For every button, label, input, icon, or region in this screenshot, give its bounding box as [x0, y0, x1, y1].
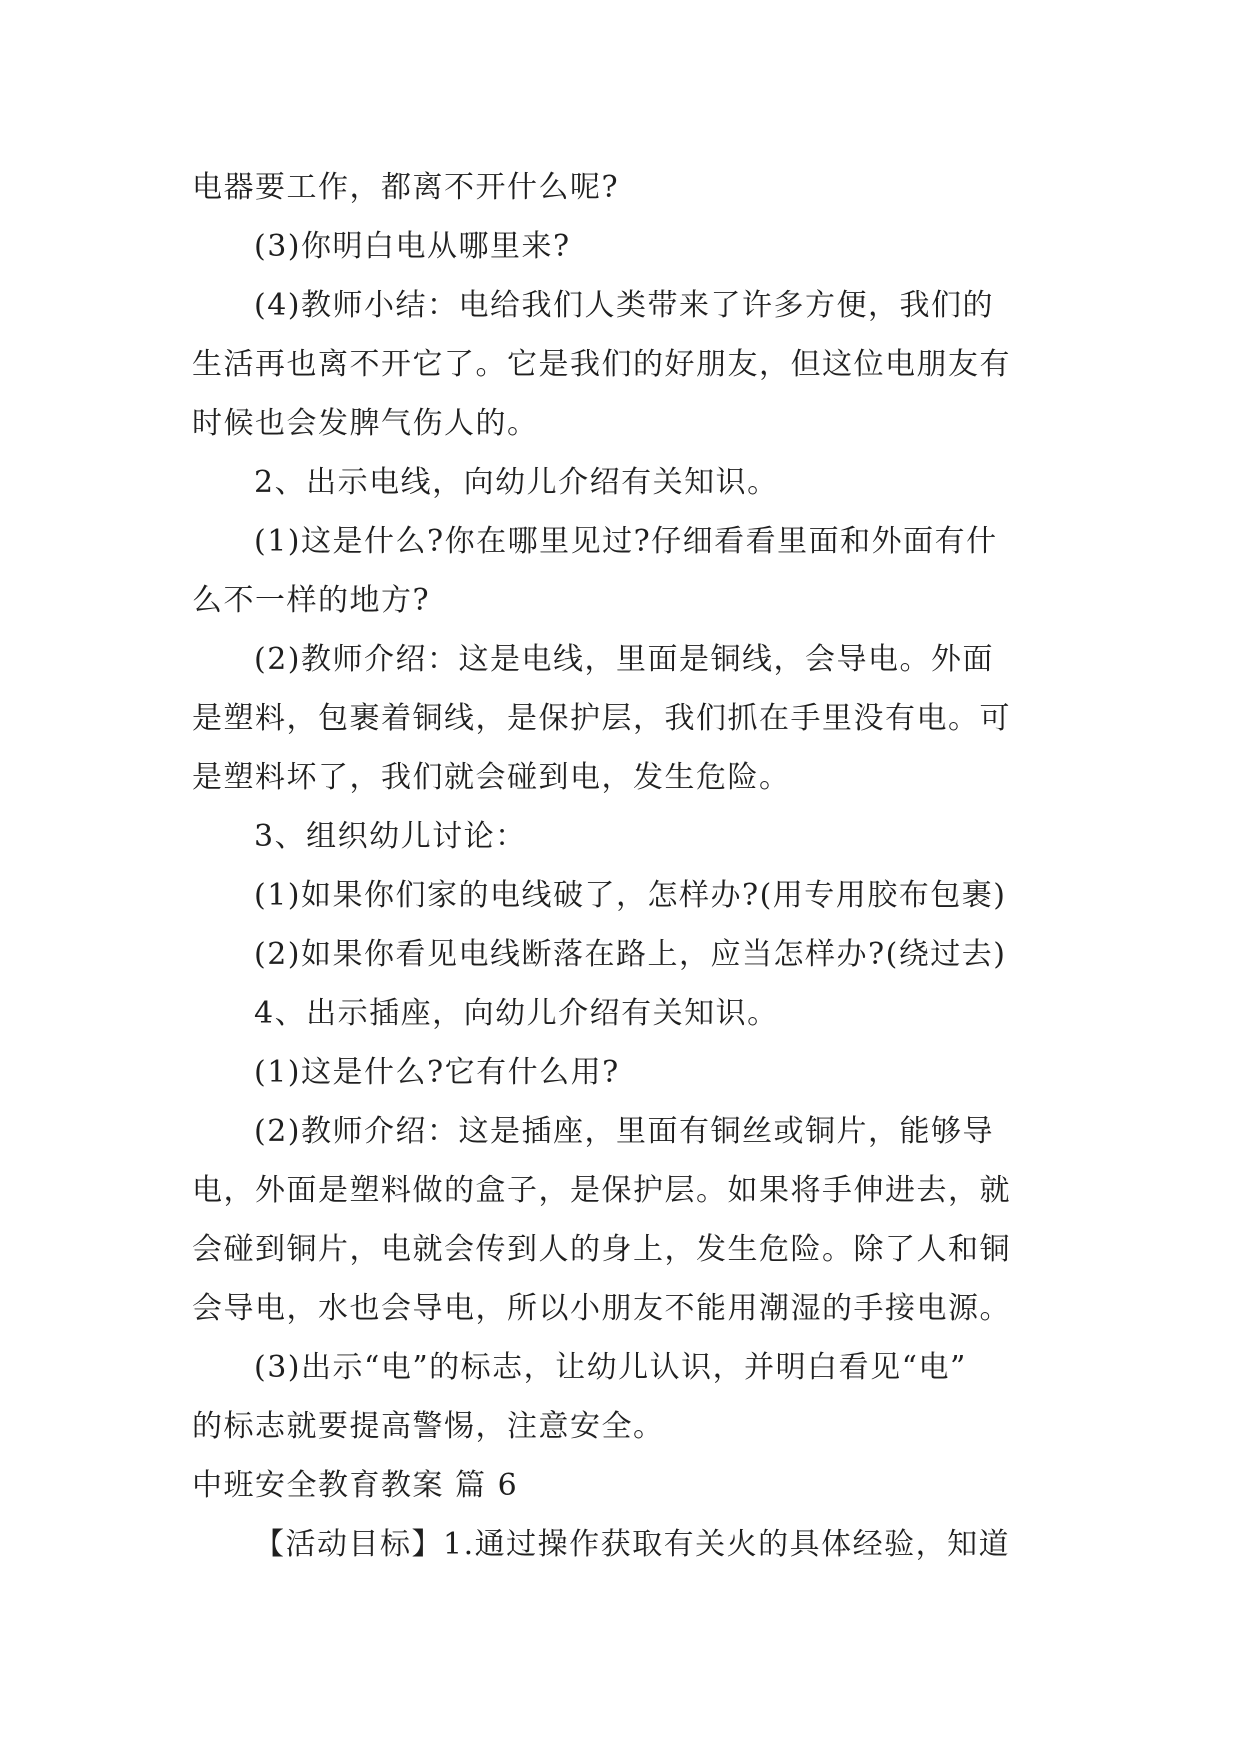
section-heading: 中班安全教育教案 篇 6 [192, 1468, 519, 1503]
text-line: (4)教师小结：电给我们人类带来了许多方便，我们的 [254, 288, 994, 323]
text-line: (1)这是什么?你在哪里见过?仔细看看里面和外面有什 [254, 524, 998, 559]
text-line: (2)教师介绍：这是插座，里面有铜丝或铜片，能够导 [254, 1114, 994, 1149]
text-line: 时候也会发脾气伤人的。 [192, 406, 539, 441]
text-line: (3)出示“电”的标志，让幼儿认识，并明白看见“电” [254, 1350, 967, 1385]
text-line: (2)教师介绍：这是电线，里面是铜线，会导电。外面 [254, 642, 994, 677]
text-line: 3、组织幼儿讨论： [254, 819, 527, 854]
text-line: (3)你明白电从哪里来? [254, 229, 571, 264]
text-line: 【活动目标】1.通过操作获取有关火的具体经验，知道 [254, 1527, 1011, 1562]
text-line: (2)如果你看见电线断落在路上，应当怎样办?(绕过去) [254, 937, 1007, 972]
document-body [192, 158, 1072, 1574]
text-line: 会碰到铜片，电就会传到人的身上，发生危险。除了人和铜 [192, 1232, 1011, 1267]
text-line: 会导电，水也会导电，所以小朋友不能用潮湿的手接电源。 [192, 1291, 1011, 1326]
text-line: 2、出示电线，向幼儿介绍有关知识。 [254, 465, 779, 500]
text-line: 电，外面是塑料做的盒子，是保护层。如果将手伸进去，就 [192, 1173, 1011, 1208]
text-line: 生活再也离不开它了。它是我们的好朋友，但这位电朋友有 [192, 347, 1011, 382]
text-line: 电器要工作，都离不开什么呢? [192, 170, 620, 205]
text-line: 是塑料坏了，我们就会碰到电，发生危险。 [192, 760, 791, 795]
text-line: (1)这是什么?它有什么用? [254, 1055, 620, 1090]
text-line: (1)如果你们家的电线破了，怎样办?(用专用胶布包裹) [254, 878, 1007, 913]
text-line: 是塑料，包裹着铜线，是保护层，我们抓在手里没有电。可 [192, 701, 1011, 736]
text-line: 么不一样的地方? [192, 583, 431, 618]
text-line: 4、出示插座，向幼儿介绍有关知识。 [254, 996, 779, 1031]
text-line: 的标志就要提高警惕，注意安全。 [192, 1409, 665, 1444]
